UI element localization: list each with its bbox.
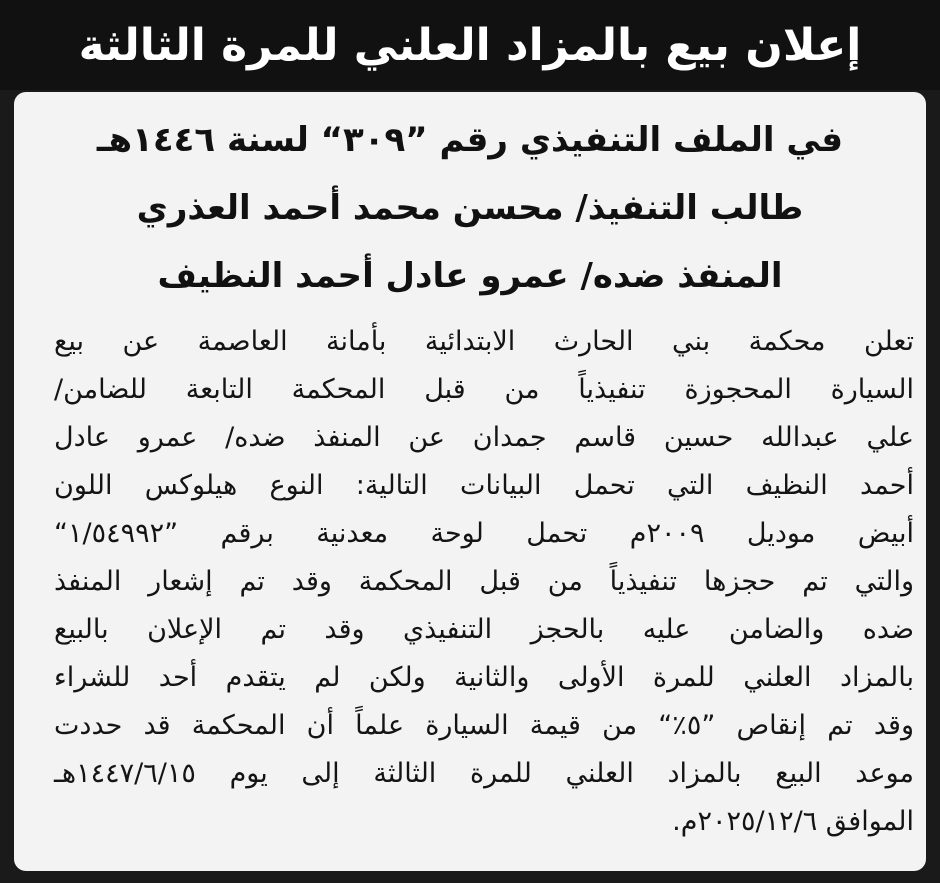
paragraph-line: وقد تم إنقاص ”٥٪“ من قيمة السيارة علماً أن المحكمة قد حددت xyxy=(54,710,914,741)
execution-requester: طالب التنفيذ/ محسن محمد أحمد العذري xyxy=(136,188,804,228)
executed-against: المنفذ ضده/ عمرو عادل أحمد النظيف xyxy=(157,256,783,296)
paragraph-line: السيارة المحجوزة تنفيذياً من قبل المحكمة التابعة للضامن/ xyxy=(54,374,914,405)
notice-title: إعلان بيع بالمزاد العلني للمرة الثالثة xyxy=(78,19,862,71)
notice-body-panel xyxy=(14,92,926,871)
paragraph-line: أبيض موديل ٢٠٠٩م تحمل لوحة معدنية برقم ”١/٥٤٩٩٢“ xyxy=(54,518,914,549)
paragraph-line: الموافق ٢٠٢٥/١٢/٦م. xyxy=(672,806,914,837)
notice-paragraph xyxy=(54,318,914,846)
paragraph-line: علي عبدالله حسين قاسم جمدان عن المنفذ ضده/ عمرو عادل xyxy=(54,422,914,453)
paragraph-line: موعد البيع بالمزاد العلني للمرة الثالثة إلى يوم ١٤٤٧/٦/١٥هـ xyxy=(54,758,914,789)
case-details xyxy=(14,106,926,310)
header-bar xyxy=(0,0,940,90)
paragraph-line: بالمزاد العلني للمرة الأولى والثانية ولكن لم يتقدم أحد للشراء xyxy=(54,662,914,693)
paragraph-line: ضده والضامن عليه بالحجز التنفيذي وقد تم الإعلان بالبيع xyxy=(54,614,914,645)
case-file-number: في الملف التنفيذي رقم ”٣٠٩“ لسنة ١٤٤٦هـ xyxy=(96,120,844,160)
paragraph-line: والتي تم حجزها تنفيذياً من قبل المحكمة وقد تم إشعار المنفذ xyxy=(54,566,914,597)
paragraph-line: أحمد النظيف التي تحمل البيانات التالية: النوع هيلوكس اللون xyxy=(54,470,914,501)
paragraph-line: تعلن محكمة بني الحارث الابتدائية بأمانة العاصمة عن بيع xyxy=(54,326,914,357)
